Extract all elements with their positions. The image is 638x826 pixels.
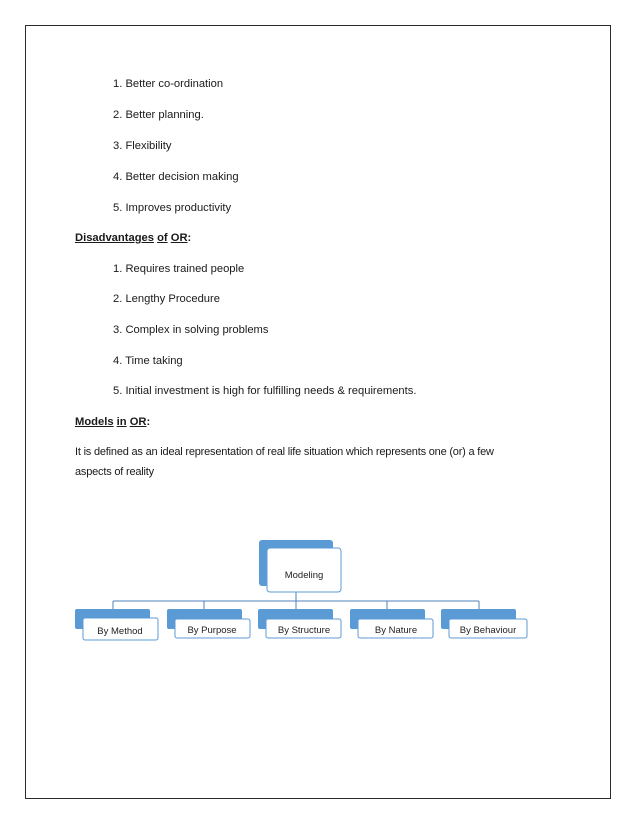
models-paragraph-line: aspects of reality [75,466,154,478]
advantage-item: 2. Better planning. [113,109,204,121]
heading-word: Models [75,416,114,428]
heading-word: of [157,232,168,244]
disadvantage-item: 1. Requires trained people [113,263,245,275]
child-node-label: By Structure [277,625,331,636]
root-node-modeling [259,540,341,592]
disadvantage-item: 2. Lengthy Procedure [113,293,220,305]
heading-word: OR [170,232,188,244]
child-node-label: By Purpose [187,625,237,636]
child-node-by-structure [258,609,341,638]
child-node-label: By Nature [374,625,418,636]
child-node-by-purpose [167,609,250,638]
heading-word: OR [129,416,147,428]
child-node-by-method [75,609,158,640]
root-node-label: Modeling [284,570,324,581]
child-node-by-behaviour [441,609,527,638]
heading-colon: : [187,232,192,244]
disadvantage-item: 5. Initial investment is high for fulfilling needs & requirements. [113,385,417,397]
disadvantage-item: 3. Complex in solving problems [113,324,269,336]
disadvantage-item: 4. Time taking [113,355,183,367]
advantage-item: 5. Improves productivity [113,202,232,214]
advantage-item: 1. Better co-ordination [113,78,224,90]
heading-word: Disadvantages [75,232,154,244]
heading-colon: : [146,416,151,428]
child-node-by-nature [350,609,433,638]
child-node-label: By Method [97,626,143,637]
models-paragraph-line: It is defined as an ideal representation of real life situation which represents one (or) a few [75,446,494,458]
advantage-item: 3. Flexibility [113,140,172,152]
child-node-label: By Behaviour [459,625,517,636]
heading-word: in [116,416,127,428]
advantage-item: 4. Better decision making [113,171,239,183]
